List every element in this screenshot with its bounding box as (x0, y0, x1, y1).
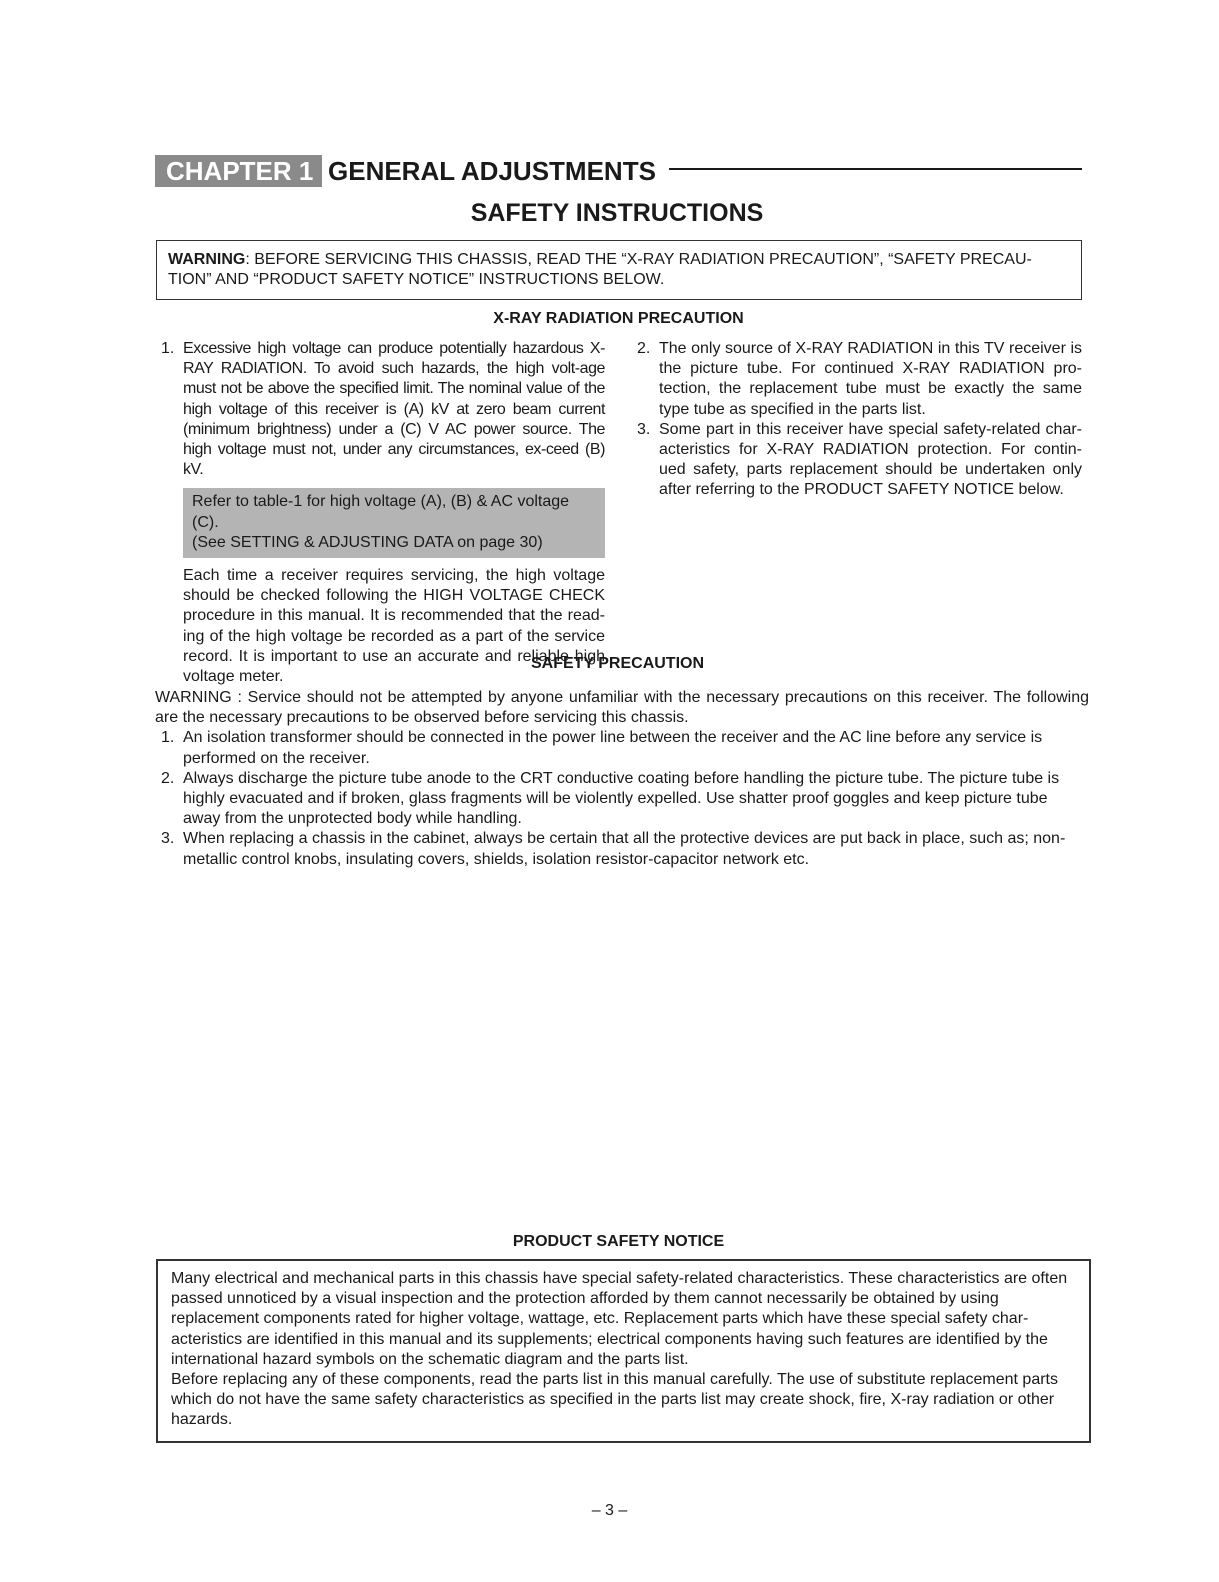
chapter-header (155, 155, 1082, 187)
safety-precaution-intro: WARNING : Service should not be attempted by anyone unfamiliar with the necessary precautions on this receiver. The following are the necessary precautions to be observed before servicing this chassis. (155, 689, 1089, 727)
xray-heading: X-RAY RADIATION PRECAUTION (493, 310, 744, 327)
product-safety-notice-paragraph-2: Before replacing any of these components, read the parts list in this manual carefully. The use of substitute replacement parts which do not have the same safety characteristics as specified in the parts list may create shock, fire, X-ray radiation or other hazards. (171, 1371, 1058, 1429)
product-safety-notice-heading: PRODUCT SAFETY NOTICE (512, 1233, 725, 1250)
safety-item-2-text: Always discharge the picture tube anode to the CRT conductive coating before handling the picture tube. The picture tube is highly evacuated and if broken, glass fragments will be violently expelled. Use shatter proof goggles and keep picture tube away from the unprotected body while handling. (183, 769, 1060, 828)
product-safety-notice-box (156, 1259, 1091, 1443)
xray-item-3 (631, 420, 1082, 501)
warning-label: WARNING (168, 251, 246, 268)
safety-item-1 (155, 728, 1089, 768)
safety-item-3-text: When replacing a chassis in the cabinet, always be certain that all the protective devices are put back in place, such as; non-metallic control knobs, insulating covers, shields, isolation resistor-capacitor network etc. (183, 830, 1066, 868)
high-voltage-note (183, 488, 605, 558)
safety-precaution-heading: SAFETY PRECAUTION (530, 655, 705, 672)
page-title: SAFETY INSTRUCTIONS (470, 199, 764, 227)
high-voltage-note-line-2: (See SETTING & ADJUSTING DATA on page 30) (192, 534, 543, 552)
chapter-title: GENERAL ADJUSTMENTS (328, 156, 656, 186)
xray-item-3-text: Some part in this receiver have special safety-related char-acteristics for X-RAY RADIATION protection. For contin-ued safety, parts replacement should be undertaken only after referring to the PRODUCT SAFETY NOTICE below. (659, 420, 1082, 499)
safety-item-2-number: 2. (161, 769, 175, 787)
xray-item-1 (155, 339, 605, 480)
warning-box (156, 240, 1082, 300)
safety-item-3 (155, 829, 1089, 869)
xray-item-1-followup: Each time a receiver requires servicing, the high voltage should be checked following the HIGH VOLTAGE CHECK procedure in this manual. It is recommended that the read-ing of the high voltage be recorded as a part of the service record. It is important to use an accurate and reliable high voltage meter. (183, 566, 605, 685)
xray-item-3-number: 3. (637, 420, 651, 438)
safety-item-2 (155, 769, 1089, 830)
product-safety-notice-paragraph-1: Many electrical and mechanical parts in this chassis have special safety-related characteristics. These characteristics are often passed unnoticed by a visual inspection and the protection afforded by them cannot necessarily be obtained by using replacement components rated for higher voltage, wattage, etc. Replacement parts which have these special safety char-acteristics are identified in this manual and its supplements; electrical components having such features are identified by the international hazard symbols on the schematic diagram and the parts list. (171, 1270, 1068, 1368)
safety-item-3-number: 3. (161, 830, 175, 848)
xray-item-1-text: Excessive high voltage can produce potentially hazardous X-RAY RADIATION. To avoid such hazards, the high volt-age must not be above the specified limit. The nominal value of the high voltage of this receiver is (A) kV at zero beam current (minimum brightness) under a (C) V AC power source. The high voltage must not, under any circumstances, ex-ceed (B) kV. (183, 340, 605, 479)
high-voltage-note-line-1: Refer to table-1 for high voltage (A), (B) & AC voltage (C). (192, 493, 570, 531)
xray-item-2 (631, 339, 1082, 420)
chapter-badge: CHAPTER 1 (155, 155, 322, 187)
safety-item-1-number: 1. (161, 729, 175, 747)
warning-text: : BEFORE SERVICING THIS CHASSIS, READ THE “X-RAY RADIATION PRECAUTION”, “SAFETY PRECAU-TION” AND “PRODUCT SAFETY NOTICE” INSTRUCTIONS BELOW. (168, 251, 1032, 288)
chapter-rule (669, 168, 1082, 170)
xray-item-2-text: The only source of X-RAY RADIATION in this TV receiver is the picture tube. For continued X-RAY RADIATION pro-tection, the replacement tube must be exactly the same type tube as specified in the parts list. (659, 340, 1082, 418)
xray-item-1-number: 1. (161, 340, 175, 357)
xray-item-2-number: 2. (637, 340, 651, 357)
page-number: – 3 – (591, 1502, 628, 1519)
safety-precaution-body (155, 688, 1089, 870)
safety-item-1-text: An isolation transformer should be connected in the power line between the receiver and the AC line before any service is performed on the receiver. (183, 729, 1043, 767)
xray-left-column (155, 339, 605, 687)
xray-right-column (631, 339, 1082, 501)
